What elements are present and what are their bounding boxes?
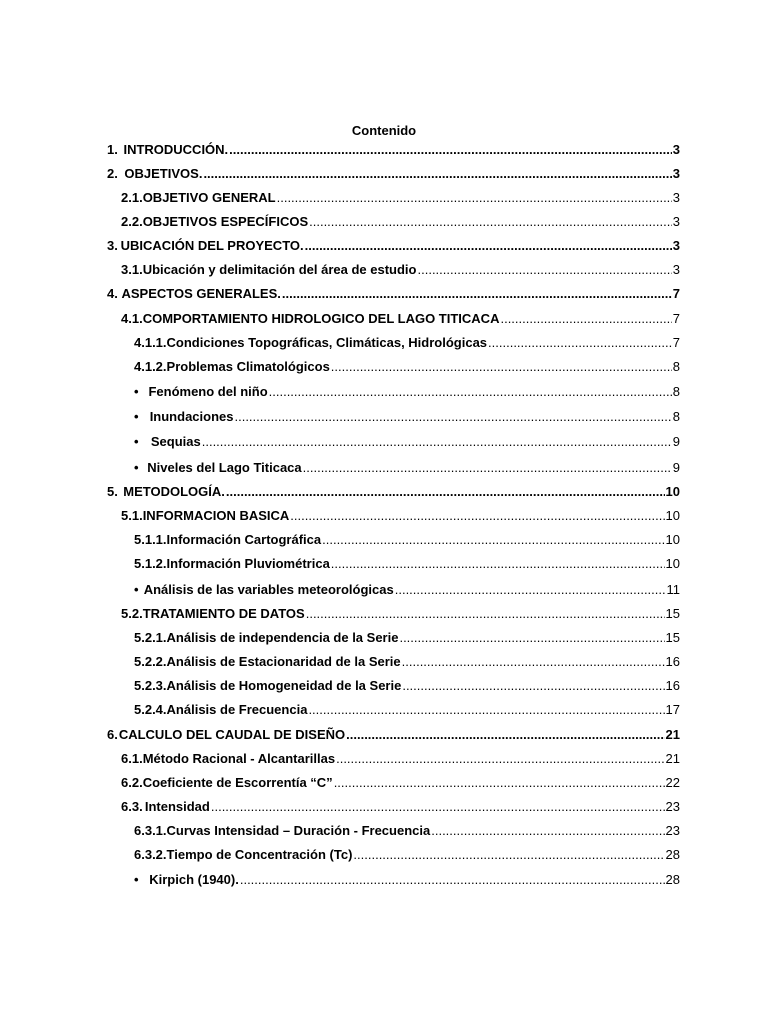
dot-leader xyxy=(334,775,665,790)
dot-leader xyxy=(234,409,671,424)
dot-leader xyxy=(309,214,672,229)
bullet-icon: • xyxy=(134,872,139,887)
toc-entry-page: 3 xyxy=(672,190,680,205)
toc-entry[interactable] xyxy=(121,775,680,793)
toc-entry-title: Análisis de Estacionaridad de la Serie xyxy=(166,654,401,669)
toc-entry-number: 5.1.1. xyxy=(134,532,167,547)
toc-entry-page: 21 xyxy=(665,751,680,766)
toc-entry-title: OBJETIVO GENERAL xyxy=(142,190,276,205)
toc-entry-page: 3 xyxy=(672,238,680,253)
toc-entry[interactable] xyxy=(121,190,680,208)
toc-entry[interactable] xyxy=(134,556,680,574)
dot-leader xyxy=(346,727,664,742)
toc-entry[interactable] xyxy=(134,678,680,696)
dot-leader xyxy=(229,142,672,157)
toc-entry-number: 5.2.4. xyxy=(134,702,167,717)
toc-entry-title: Análisis de Homogeneidad de la Serie xyxy=(166,678,402,693)
toc-entry-page: 28 xyxy=(665,872,680,887)
toc-entry-number: 4.1.2. xyxy=(134,359,167,374)
dot-leader xyxy=(331,359,672,374)
toc-entry[interactable] xyxy=(134,823,680,841)
toc-entry-number: 6.3.1. xyxy=(134,823,167,838)
dot-leader xyxy=(500,311,671,326)
toc-entry-title: Intensidad xyxy=(144,799,210,814)
toc-entry-page: 21 xyxy=(665,727,680,742)
toc-entry-page: 8 xyxy=(672,359,680,374)
toc-entry[interactable] xyxy=(107,484,680,502)
dot-leader xyxy=(226,484,665,499)
toc-entry-number: 5. xyxy=(107,484,118,499)
toc-entry-page: 23 xyxy=(665,823,680,838)
dot-leader xyxy=(395,582,666,597)
toc-entry[interactable] xyxy=(134,359,680,377)
toc-entry-number: 2. xyxy=(107,166,118,181)
toc-entry[interactable] xyxy=(121,214,680,232)
dot-leader xyxy=(399,630,664,645)
toc-entry[interactable] xyxy=(134,847,680,865)
dot-leader xyxy=(202,434,672,449)
toc-entry[interactable] xyxy=(134,654,680,672)
toc-entry-page: 16 xyxy=(665,654,680,669)
toc-entry-title: COMPORTAMIENTO HIDROLOGICO DEL LAGO TITICACA xyxy=(142,311,500,326)
dot-leader xyxy=(322,532,664,547)
dot-leader xyxy=(336,751,664,766)
toc-entry-number: 3.1. xyxy=(121,262,143,277)
toc-entry[interactable] xyxy=(121,311,680,329)
toc-entry[interactable] xyxy=(121,751,680,769)
toc-entry-title: METODOLOGÍA. xyxy=(123,484,225,499)
toc-entry-number: 6.1. xyxy=(121,751,143,766)
dot-leader xyxy=(240,872,665,887)
toc-entry-page: 8 xyxy=(672,384,680,399)
bullet-icon: • xyxy=(134,460,139,475)
dot-leader xyxy=(305,238,672,253)
toc-entry-page: 10 xyxy=(665,508,680,523)
toc-entry-title: UBICACIÓN DEL PROYECTO. xyxy=(120,238,304,253)
dot-leader xyxy=(269,384,672,399)
toc-entry-number: 4.1.1. xyxy=(134,335,167,350)
toc-entry-page: 11 xyxy=(666,582,680,597)
toc-entry[interactable] xyxy=(134,630,680,648)
toc-entry-number: 5.2. xyxy=(121,606,143,621)
toc-entry[interactable] xyxy=(134,384,680,402)
toc-entry-title: Fenómeno del niño xyxy=(148,384,268,399)
toc-entry-number: 6.3.2. xyxy=(134,847,167,862)
toc-entry-page: 3 xyxy=(672,142,680,157)
bullet-icon: • xyxy=(134,409,139,424)
toc-entry-page: 10 xyxy=(665,532,680,547)
toc-entry-number: 1. xyxy=(107,142,118,157)
toc-entry-number: 5.1. xyxy=(121,508,143,523)
dot-leader xyxy=(203,166,671,181)
dot-leader xyxy=(308,702,664,717)
toc-entry-title: Curvas Intensidad – Duración - Frecuencia xyxy=(166,823,431,838)
toc-entry[interactable] xyxy=(134,582,680,600)
toc-entry[interactable] xyxy=(107,238,680,256)
toc-entry[interactable] xyxy=(121,606,680,624)
dot-leader xyxy=(277,190,672,205)
toc-entry-title: Ubicación y delimitación del área de estudio xyxy=(142,262,417,277)
toc-entry-number: 4.1. xyxy=(121,311,143,326)
toc-entry-page: 7 xyxy=(672,335,680,350)
toc-heading: Contenido xyxy=(351,123,417,138)
dot-leader xyxy=(303,460,672,475)
toc-entry[interactable] xyxy=(134,335,680,353)
toc-entry-title: TRATAMIENTO DE DATOS xyxy=(142,606,305,621)
toc-entry-title: Sequias xyxy=(150,434,201,449)
toc-entry[interactable] xyxy=(121,262,680,280)
toc-entry-title: Información Cartográfica xyxy=(166,532,322,547)
toc-entry[interactable] xyxy=(107,286,680,304)
bullet-icon: • xyxy=(134,384,139,399)
toc-entry-page: 15 xyxy=(665,606,680,621)
bullet-icon: • xyxy=(134,582,139,597)
toc-entry-title: Coeficiente de Escorrentía “C” xyxy=(142,775,333,790)
toc-entry-page: 16 xyxy=(665,678,680,693)
toc-entry[interactable] xyxy=(134,532,680,550)
bullet-icon: • xyxy=(134,434,139,449)
toc-entry[interactable] xyxy=(134,434,680,452)
toc-entry[interactable] xyxy=(121,799,680,817)
toc-entry[interactable] xyxy=(107,727,680,745)
toc-entry-title: INFORMACION BASICA xyxy=(142,508,290,523)
toc-entry-title: INTRODUCCIÓN. xyxy=(123,142,229,157)
toc-entry-title: Niveles del Lago Titicaca xyxy=(147,460,302,475)
toc-entry-page: 3 xyxy=(672,166,680,181)
toc-entry-page: 8 xyxy=(672,409,680,424)
toc-entry-page: 17 xyxy=(665,702,680,717)
toc-entry[interactable] xyxy=(134,872,680,890)
toc-entry-page: 10 xyxy=(665,484,680,499)
toc-entry-number: 3. xyxy=(107,238,118,253)
toc-entry[interactable] xyxy=(134,460,680,478)
toc-entry-title: ASPECTOS GENERALES. xyxy=(121,286,281,301)
toc-entry-number: 6. xyxy=(107,727,118,742)
toc-entry-number: 5.2.1. xyxy=(134,630,167,645)
toc-entry-title: Información Pluviométrica xyxy=(166,556,330,571)
toc-entry[interactable] xyxy=(121,508,680,526)
toc-entry-page: 23 xyxy=(665,799,680,814)
toc-entry-title: Análisis de las variables meteorológicas xyxy=(143,582,394,597)
toc-entry-title: Método Racional - Alcantarillas xyxy=(142,751,336,766)
toc-entry-page: 3 xyxy=(672,214,680,229)
toc-entry-number: 2.2. xyxy=(121,214,143,229)
dot-leader xyxy=(290,508,664,523)
dot-leader xyxy=(402,654,665,669)
toc-entry-number: 6.3. xyxy=(121,799,143,814)
toc-entry-page: 7 xyxy=(672,286,680,301)
toc-entry-page: 9 xyxy=(672,460,680,475)
toc-entry-page: 9 xyxy=(672,434,680,449)
toc-entry-title: Kirpich (1940). xyxy=(149,872,239,887)
dot-leader xyxy=(282,286,672,301)
toc-entry-title: CALCULO DEL CAUDAL DE DISEÑO xyxy=(118,727,346,742)
toc-entry[interactable] xyxy=(134,702,680,720)
toc-entry-number: 5.2.2. xyxy=(134,654,167,669)
toc-entry-number: 4. xyxy=(107,286,118,301)
toc-entry[interactable] xyxy=(107,142,680,160)
dot-leader xyxy=(331,556,665,571)
dot-leader xyxy=(211,799,665,814)
toc-entry-number: 2.1. xyxy=(121,190,143,205)
toc-entry-page: 22 xyxy=(665,775,680,790)
dot-leader xyxy=(353,847,664,862)
toc-entry-title: Análisis de Frecuencia xyxy=(166,702,308,717)
dot-leader xyxy=(488,335,672,350)
toc-entry-page: 10 xyxy=(665,556,680,571)
toc-entry-page: 15 xyxy=(665,630,680,645)
dot-leader xyxy=(306,606,665,621)
toc-entry-number: 6.2. xyxy=(121,775,143,790)
toc-entry[interactable] xyxy=(134,409,680,427)
dot-leader xyxy=(402,678,664,693)
toc-entry-title: OBJETIVOS ESPECÍFICOS xyxy=(142,214,309,229)
dot-leader xyxy=(418,262,672,277)
toc-entry-title: Condiciones Topográficas, Climáticas, Hidrológicas xyxy=(166,335,488,350)
toc-entry-title: OBJETIVOS. xyxy=(124,166,203,181)
toc-entry-number: 5.2.3. xyxy=(134,678,167,693)
toc-entry-title: Inundaciones xyxy=(149,409,234,424)
toc-entry-title: Tiempo de Concentración (Tc) xyxy=(166,847,353,862)
toc-entry-number: 5.1.2. xyxy=(134,556,167,571)
toc-entry-page: 7 xyxy=(672,311,680,326)
toc-entry-page: 28 xyxy=(665,847,680,862)
toc-entry[interactable] xyxy=(107,166,680,184)
toc-entry-title: Problemas Climatológicos xyxy=(166,359,330,374)
dot-leader xyxy=(431,823,664,838)
toc-entry-page: 3 xyxy=(672,262,680,277)
toc-entry-title: Análisis de independencia de la Serie xyxy=(166,630,399,645)
